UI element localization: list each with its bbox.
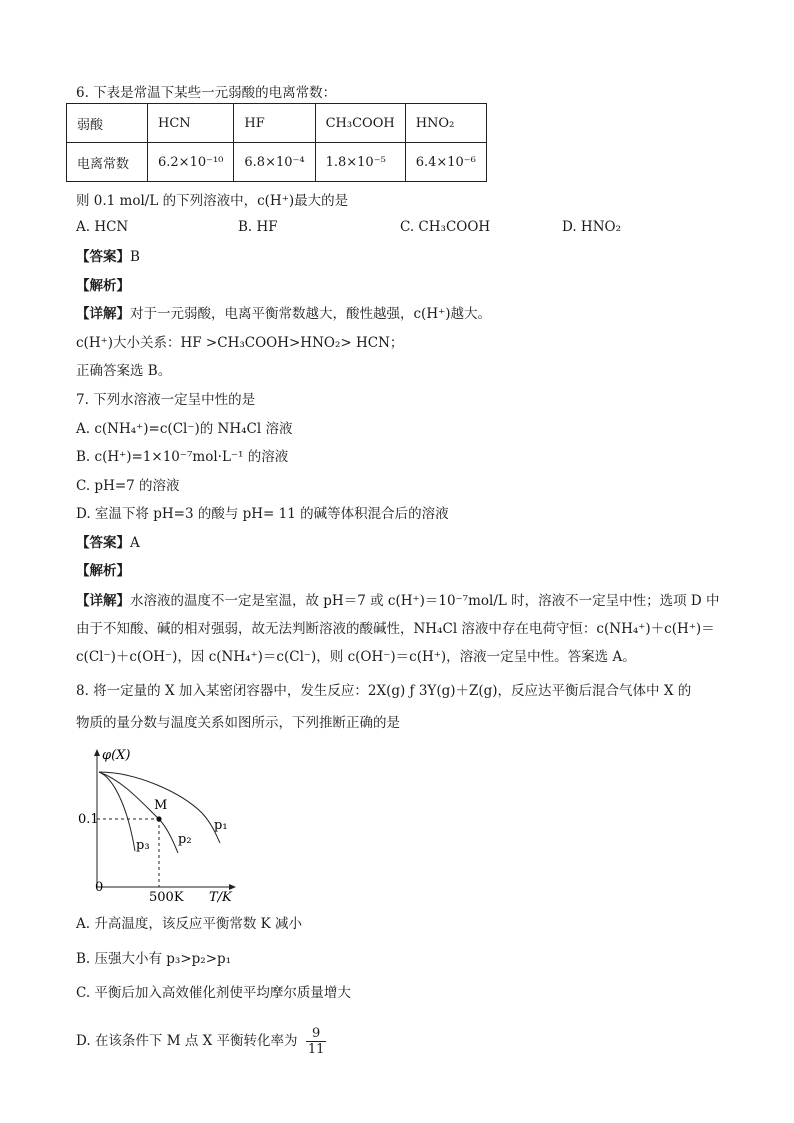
- table-cell: HNO₂: [405, 104, 486, 143]
- detail-label: 【详解】: [76, 593, 130, 609]
- table-header-row: [67, 104, 487, 143]
- q8-stem-line1: 8. 将一定量的 X 加入某密闭容器中，发生反应：2X(g) ƒ 3Y(g)＋Z(g)，反应达平衡后混合气体中 X 的: [76, 683, 692, 699]
- y-tick-label: 0.1: [78, 812, 99, 827]
- table-row: [67, 143, 487, 182]
- q7-option-d: D. 室温下将 pH=3 的酸与 pH= 11 的碱等体积混合后的溶液: [76, 506, 449, 522]
- y-axis-label: φ(X): [102, 748, 131, 763]
- q6-order: c(H⁺)大小关系：HF >CH₃COOH>HNO₂> HCN；: [76, 335, 404, 351]
- option-d: D. HNO₂: [562, 219, 621, 235]
- table-cell: HF: [234, 104, 315, 143]
- q6-analysis-label: 【解析】: [76, 278, 130, 294]
- option-b: B. HF: [238, 219, 278, 235]
- table-cell: 1.8×10⁻⁵: [315, 143, 405, 182]
- q7-answer: [76, 534, 140, 552]
- table-cell: CH₃COOH: [315, 104, 405, 143]
- q7-option-c: C. pH=7 的溶液: [76, 478, 180, 494]
- table-cell: 6.8×10⁻⁴: [234, 143, 315, 182]
- q6-answer: [76, 248, 140, 266]
- q8-stem-line2: 物质的量分数与温度关系如图所示，下列推断正确的是: [76, 715, 400, 731]
- y-axis-arrow: [94, 749, 100, 756]
- q7-detail: [76, 587, 726, 671]
- q6-detail: [76, 305, 491, 323]
- x-tick-label: 500K: [149, 890, 184, 905]
- option-c: C. CH₃COOH: [400, 219, 491, 235]
- option-a: A. HCN: [76, 219, 129, 235]
- table-cell: HCN: [148, 104, 234, 143]
- curve-p2-label: p₂: [178, 832, 192, 847]
- q8-option-c: C. 平衡后加入高效催化剂使平均摩尔质量增大: [76, 985, 351, 1001]
- table-cell: 6.2×10⁻¹⁰: [148, 143, 234, 182]
- detail-text: 水溶液的温度不一定是室温，故 pH＝7 或 c(H⁺)＝10⁻⁷mol/L 时，溶液不一定呈中性；选项 D 中由于不知酸、碱的相对强弱，故无法判断溶液的酸碱性，NH₄Cl 溶液中存在电荷守恒：c(NH₄⁺)＋c(H⁺)＝c(Cl⁻)＋c(OH⁻)，因 c(NH₄⁺)＝c(Cl⁻)，则 c(OH⁻)＝c(H⁺)，溶液一定呈中性。答案选 A。: [76, 593, 720, 665]
- answer-value: A: [130, 535, 140, 551]
- q7-stem: 7. 下列水溶液一定呈中性的是: [76, 392, 256, 408]
- answer-value: B: [130, 249, 140, 265]
- table-cell: 弱酸: [67, 104, 148, 143]
- q6-stem: 6. 下表是常温下某些一元弱酸的电离常数：: [76, 85, 337, 101]
- dissociation-constant-table: [66, 103, 487, 182]
- q8-option-a: A. 升高温度，该反应平衡常数 K 减小: [76, 916, 302, 932]
- table-cell: 电离常数: [67, 143, 148, 182]
- option-d-text: D. 在该条件下 M 点 X 平衡转化率为: [76, 1033, 298, 1049]
- detail-text: 对于一元弱酸，电离平衡常数越大，酸性越强，c(H⁺)越大。: [130, 306, 491, 322]
- point-m: [156, 816, 161, 821]
- q7-analysis-label: 【解析】: [76, 563, 130, 579]
- curve-p1-label: p₁: [214, 818, 228, 833]
- fraction-denominator: 11: [307, 1042, 325, 1057]
- curve-p3-label: p₃: [136, 838, 150, 853]
- detail-label: 【详解】: [76, 306, 130, 322]
- curve-p3: [99, 772, 135, 851]
- answer-label: 【答案】: [76, 249, 130, 265]
- q6-conclusion: 正确答案选 B。: [76, 363, 172, 379]
- answer-label: 【答案】: [76, 535, 130, 551]
- phi-x-temperature-graph: [72, 745, 242, 905]
- q6-question: 则 0.1 mol/L 的下列溶液中，c(H⁺)最大的是: [76, 193, 349, 209]
- table-cell: 6.4×10⁻⁶: [405, 143, 486, 182]
- fraction: [306, 1026, 327, 1057]
- q7-option-b: B. c(H⁺)=1×10⁻⁷mol·L⁻¹ 的溶液: [76, 449, 289, 465]
- x-axis-label: T/K: [209, 890, 232, 905]
- fraction-numerator: 9: [306, 1026, 327, 1042]
- q8-option-b: B. 压强大小有 p₃>p₂>p₁: [76, 951, 232, 967]
- point-m-label: M: [154, 798, 168, 813]
- origin-label: 0: [95, 880, 104, 895]
- q8-option-d: [76, 1026, 326, 1057]
- q7-option-a: A. c(NH₄⁺)=c(Cl⁻)的 NH₄Cl 溶液: [76, 421, 293, 437]
